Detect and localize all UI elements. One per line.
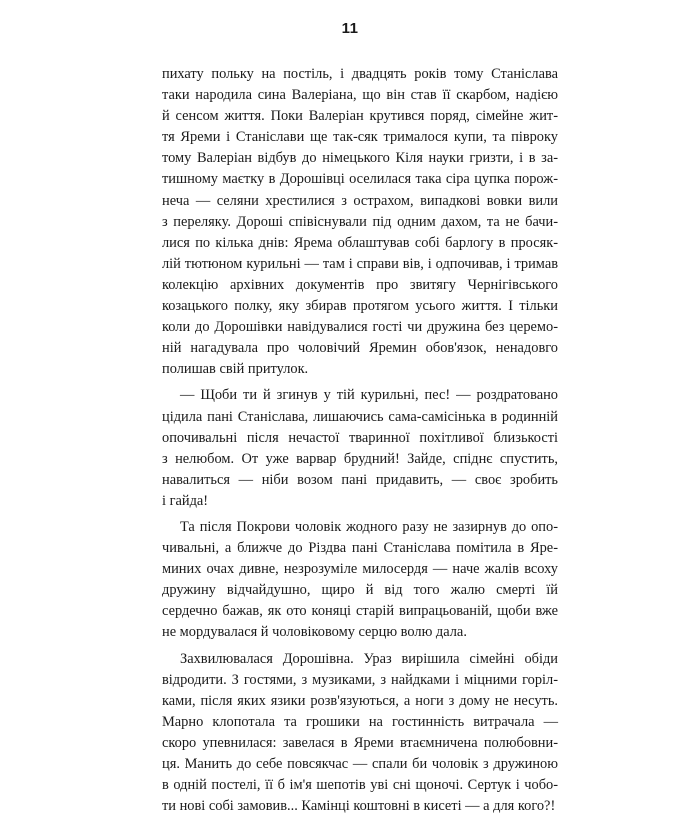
text-line: ти нові собі замовив... Камінці коштовні в кисеті — а для кого?! — [162, 798, 556, 815]
text-line: навалиться — ніби возом пані придавить, — своє зробить — [162, 471, 558, 488]
text-line: Та після Покрови чоловік жодного разу не зазирнув до опо- — [180, 518, 558, 535]
text-line: пихату польку на постіль, і двадцять років тому Станіслава — [162, 66, 558, 82]
text-line: полишав свій притулок. — [162, 361, 309, 378]
text-line: лися по кілька днів: Ярема облаштував собі барлогу в просяк- — [162, 234, 558, 251]
text-line: колекцію архівних документів про звитягу Чернігівського — [162, 276, 558, 293]
text-line: Марно клопотала та грошики на гостинність витрачала — — [162, 713, 558, 730]
text-line: ками, після яких язики розв'язуються, а ноги з дому не несуть. — [162, 692, 558, 709]
text-line: тишному маєтку в Дорошівці оселилася така сіра цупка порож- — [162, 171, 558, 188]
text-line: тя Яреми і Станіслави ще так-сяк трималося купи, та півроку — [162, 129, 558, 146]
text-line: коли до Дорошівки навідувалися гості чи дружина без церемо- — [162, 319, 558, 336]
text-line: дружину відчайдушно, щиро й від того жалю смерті їй — [162, 582, 558, 599]
text-line: ця. Манить до себе повсякчас — спали би чоловік з дружиною — [162, 756, 558, 772]
text-line: чивальні, а ближче до Різдва пані Станіслава помітила в Ярe- — [162, 540, 558, 557]
text-line: і гайда! — [162, 492, 209, 509]
text-line: в одній постелі, її б ім'я шепотів уві сні щоночі. Сертук і чобо- — [162, 777, 558, 794]
text-line: Захвилювалася Дорошівна. Ураз вирішила сімейні обіди — [180, 650, 558, 667]
text-line: цідила пані Станіслава, лишаючись сама-самісінька в родинній — [162, 408, 558, 425]
text-line: й сенсом життя. Поки Валеріан крутився поряд, сімейне жит- — [162, 108, 558, 125]
text-line: з переляку. Дороші співіснували під одним дахом, та не бачи- — [162, 213, 558, 230]
text-line: таки народила сина Валеріана, що він став її скарбом, надією — [162, 87, 558, 104]
text-line: козацького полку, яку збирав протягом усього життя. І тільки — [162, 298, 558, 315]
page-number: 11 — [341, 20, 359, 37]
text-line: миних очах дивне, незрозуміле милосердя — наче жалів всоху — [162, 561, 558, 578]
text-line: — Щоби ти й згинув у тій курильні, пес! — роздратовано — [180, 387, 558, 404]
text-line: неча — селяни хрестилися з острахом, випадкові вовки вили — [162, 192, 558, 209]
text-line: опочивальні після нечастої тваринної похітливої близькості — [162, 429, 558, 446]
text-line: відродити. З гостями, з музиками, з найдками і міцними горіл- — [162, 671, 558, 688]
body-text — [162, 64, 558, 817]
text-line: ній нагадувала про чоловічий Яремин обов'язок, ненадовго — [162, 340, 558, 357]
text-line: тому Валеріан відбув до німецького Кіля науки гризти, і в за- — [162, 150, 558, 167]
text-line: скоро упевнилася: завелася в Яреми втаємничена полюбовни- — [162, 734, 558, 751]
text-line: не мордувалася й чоловіковому серцю волю дала. — [162, 624, 467, 641]
text-line: лій тютюном курильні — там і справи вів, і одпочивав, і тримав — [162, 255, 558, 272]
text-line: з нелюбом. От уже варвар брудний! Зайде, спіднє спустить, — [162, 450, 558, 467]
text-line: сердечно бажав, як ото коняці старій випрацьованій, щоби вже — [162, 603, 558, 620]
